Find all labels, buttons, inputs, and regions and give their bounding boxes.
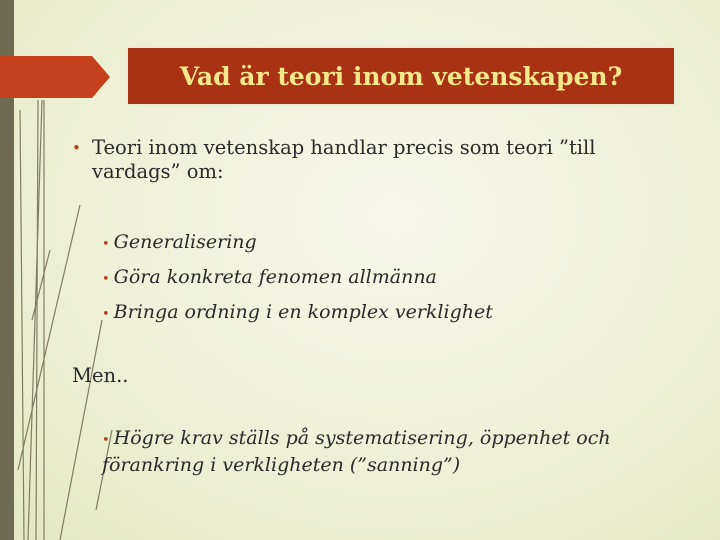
sub-bullet-text: Göra konkreta fenomen allmänna [113,266,437,288]
bullet-dot-icon: • [102,433,110,448]
sub-bullet-text: Högre krav ställs på systematisering, öppenhet och förankring i verkligheten (”sanning”) [102,427,611,476]
slide-title: Vad är teori inom vetenskapen? [179,61,623,91]
sub-bullet-list-2 [102,426,702,478]
bullet-dot-icon: • [102,237,110,252]
bullet-dot-icon: • [102,307,110,322]
list-item [102,226,493,261]
title-arrow-shape [0,56,110,98]
list-item [102,426,702,478]
main-bullet [72,136,672,184]
main-bullet-text: Teori inom vetenskap handlar precis som teori ”till vardags” om: [92,136,596,183]
list-item [102,261,493,296]
title-box [126,46,676,106]
list-item [102,296,493,331]
bullet-dot-icon: • [72,139,81,157]
sub-bullet-text: Bringa ordning i en komplex verklighet [113,301,493,323]
sub-bullet-list-1 [102,226,493,331]
sub-bullet-text: Generalisering [113,231,257,253]
men-text: Men.. [72,364,129,387]
bullet-dot-icon: • [102,272,110,287]
